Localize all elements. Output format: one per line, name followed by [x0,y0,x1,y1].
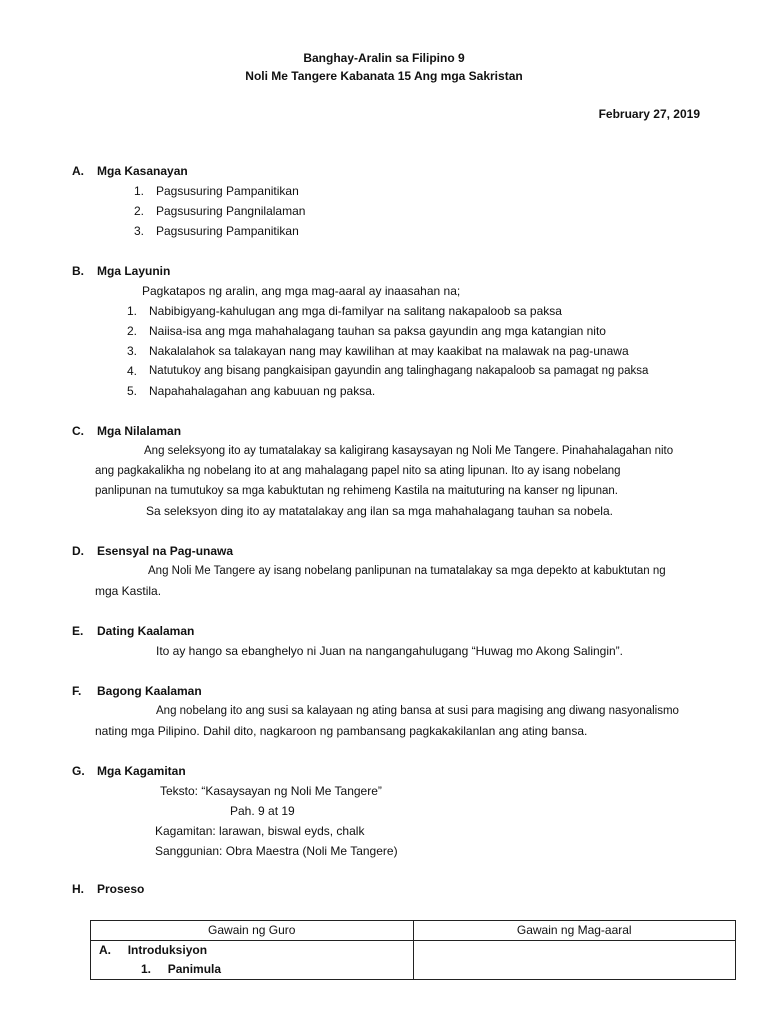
paragraph-line: Ang Noli Me Tangere ay isang nobelang panlipunan na tumatalakay sa mga depekto at kabuktutan ng [148,565,666,577]
document-date: February 27, 2019 [598,107,700,121]
section-b-letter: B. [72,264,84,278]
list-item: Naiisa-isa ang mga mahahalagang tauhan sa paksa gayundin ang mga katangian nito [149,324,606,338]
table-row [91,941,736,980]
list-item: Nakalalahok sa talakayan nang may kawilihan at may kaakibat na malawak na pag-unawa [149,344,629,358]
section-c-letter: C. [72,424,84,438]
materials-pages: Pah. 9 at 19 [230,804,295,818]
section-g-heading: Mga Kagamitan [97,764,186,778]
list-item: Pagsusuring Pangnilalaman [156,204,306,218]
table-header-row [91,921,736,941]
list-item: Napahahalagahan ang kabuuan ng paksa. [149,384,376,398]
section-e-heading: Dating Kaalaman [97,624,195,638]
table-cell-teacher [91,941,414,980]
section-h-letter: H. [72,882,84,896]
section-d-letter: D. [72,544,84,558]
list-item-num: 2. [134,204,145,218]
materials-reference: Sanggunian: Obra Maestra (Noli Me Tangere) [155,844,398,858]
list-item: Nabibigyang-kahulugan ang mga di-familyar na salitang nakapaloob sa paksa [149,304,562,318]
document-subtitle: Noli Me Tangere Kabanata 15 Ang mga Sakristan [245,69,523,83]
row-sub: Panimula [167,962,222,976]
list-item-num: 3. [134,224,145,238]
list-item-num: 1. [127,304,138,318]
section-h-heading: Proseso [97,882,145,896]
document-title: Banghay-Aralin sa Filipino 9 [303,51,465,65]
column-header-teacher: Gawain ng Guro [91,921,414,941]
row-heading: Introduksiyon [127,943,208,957]
section-g-letter: G. [72,764,85,778]
paragraph-line: Sa seleksyon ding ito ay matatalakay ang ilan sa mga mahahalagang tauhan sa nobela. [146,504,613,518]
list-item-num: 1. [134,184,145,198]
paragraph-line: ang pagkakalikha ng nobelang ito at ang mahalagang papel nito sa ating lipunan. Ito ay isang nobelang [95,465,621,477]
materials-text: Teksto: “Kasaysayan ng Noli Me Tangere” [160,784,382,798]
list-item-num: 2. [127,324,138,338]
list-item: Pagsusuring Pampanitikan [156,224,299,238]
section-a-letter: A. [72,164,84,178]
section-f-letter: F. [72,684,82,698]
materials-tools: Kagamitan: larawan, biswal eyds, chalk [155,824,365,838]
paragraph-line: Ang seleksyong ito ay tumatalakay sa kaligirang kasaysayan ng Noli Me Tangere. Pinahahalagahan nito [144,445,674,457]
section-b-heading: Mga Layunin [97,264,171,278]
process-table [90,920,736,980]
list-item: Pagsusuring Pampanitikan [156,184,299,198]
paragraph-line: Ang nobelang ito ang susi sa kalayaan ng ating bansa at susi para magising ang diwang nasyonalismo [156,705,679,717]
column-header-student: Gawain ng Mag-aaral [413,921,736,941]
row-sub-num: 1. [141,962,152,976]
section-d-heading: Esensyal na Pag-unawa [97,544,234,558]
paragraph-line: nating mga Pilipino. Dahil dito, nagkaroon ng pambansang pagkakakilanlan ang ating bansa. [95,724,588,738]
list-item-num: 3. [127,344,138,358]
paragraph-line: mga Kastila. [95,584,162,598]
section-a-heading: Mga Kasanayan [97,164,188,178]
paragraph-line: Ito ay hango sa ebanghelyo ni Juan na nangangahulugang “Huwag mo Akong Salingin”. [156,644,624,658]
table-cell-student [413,941,736,980]
section-e-letter: E. [72,624,84,638]
section-b-intro: Pagkatapos ng aralin, ang mga mag-aaral ay inaasahan na; [142,284,461,298]
list-item: Natutukoy ang bisang pangkaisipan gayundin ang talinghagang nakapaloob sa pamagat ng paksa [149,365,649,377]
list-item-num: 5. [127,384,138,398]
paragraph-line: panlipunan na tumutukoy sa mga kabuktutan ng rehimeng Kastila na maituturing na kanser ng lipunan. [95,485,618,497]
section-f-heading: Bagong Kaalaman [97,684,202,698]
list-item-num: 4. [127,364,138,378]
row-letter: A. [99,943,111,957]
section-c-heading: Mga Nilalaman [97,424,182,438]
